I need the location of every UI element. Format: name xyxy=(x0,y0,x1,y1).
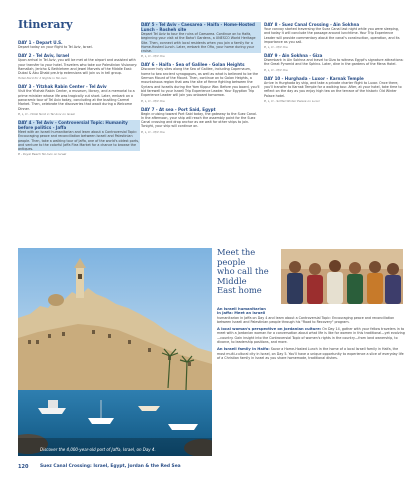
day-description: Depart Tel Aviv to tour the ruins of Caesarea. Continue on to Haifa, beginning your visit at the Baha'i Gardens, a UNESCO World Heritage Site. Then, connect with local residents when you join a family for a Home-Hosted Lunch. Later, embark the Ofia, your home during your cruise. xyxy=(141,32,261,53)
day-title: DAY 8 - Suez Canal Crossing - Ain Sokhna xyxy=(264,22,360,27)
meet-item xyxy=(217,307,405,324)
day-title: DAY 5 - Tel Aviv - Caesarea - Haifa - Home-Hosted Lunch - Rosheh site xyxy=(141,22,261,32)
meet-item-heading: A local woman's perspective on Jordanian culture: xyxy=(217,327,322,332)
meet-item-text: On Day 14, gather with your fellow travelers in to meet with a Jordanian woman for a conversation about what life is like for women in this traditional—yet evolving—country. Gain insight into the Controversial Topic of women's rights in the country—from land ownership, to divorce, to leadership positions, and more. xyxy=(217,327,405,345)
itinerary-day xyxy=(18,84,140,115)
meet-item xyxy=(217,327,405,344)
itinerary-day xyxy=(18,53,140,80)
day-title: DAY 9 - Ain Sokhna - Giza xyxy=(264,53,323,59)
day-meals: B, L, D - Hotel Nord in Tel Aviv on Israel xyxy=(18,111,75,116)
meet-title-line-2: who call the Middle xyxy=(217,266,269,286)
day-title: DAY 4 - Tel Aviv - Controversial Topic: Humanity before politics - Jaffa xyxy=(18,120,140,130)
day-meals: B - Royal Beach Tel Aviv on Israel xyxy=(18,152,67,157)
itinerary-column-3 xyxy=(264,22,404,107)
meet-title-line-1: Meet the people xyxy=(217,247,256,267)
day-description: Depart today on your flight to Tel Aviv, Israel. xyxy=(18,45,93,49)
jaffa-port-illustration xyxy=(18,248,212,456)
day-title: DAY 6 - Haifa - Sea of Galilee - Golan Heights xyxy=(141,62,245,68)
meet-people-heading xyxy=(217,248,279,303)
itinerary-day xyxy=(18,40,140,49)
page-footer xyxy=(18,460,402,474)
day-meals: B, L, D - M/V Oia xyxy=(264,45,288,50)
day-description: Disembark in Ain Sokhna and travel to Giza to witness Egypt's signature attractions: the Great Pyramid and the Sphinx. Later, dine in the gardens of the Mena Hotel. xyxy=(264,58,404,67)
day-title: DAY 3 - Yitzhak Rabin Center - Tel Aviv xyxy=(18,84,107,90)
day-description: Begin cruising toward Port Said today, the gateway to the Suez Canal. In the afternoon, your ship will reach the assembly point for the Suez Canal crossing and drop anchor as we wait for other ships to join. Tonight, your ship will continue on. xyxy=(141,111,257,129)
meet-item-text: humanitarian in Jaffa on Day 4 and learn about a Controversial Topic: Encouraging peace and reconciliation between Israeli and Palestinian people through his "Road to Recovery" program. xyxy=(217,315,395,324)
day-title: DAY 1 - Depart U.S. xyxy=(18,40,63,45)
day-description: Your convoy started traversing the Suez Canal last night while you were sleeping, and today it will conclude the passage around lunchtime. Your Trip Experience Leader will provide commentary about the canal's construction, operation, and its importance as you sail. xyxy=(264,27,400,44)
day-list xyxy=(18,40,140,156)
day-description: Discover holy sites along the Sea of Galilee, including Capernaum, home to two ancient synagogues, as well as what is believed to be the Sermon Mount of the Mount. Then, continue on to Golan Heights, a mountainous region that was the site of fierce fighting between the Syrians and Israelis during the Yom Kippur War. Before you board, you'll bid farewell to your Israeli Trip Experience Leader. Your Egyptian Trip Experience Leader will join you onboard tomorrow. xyxy=(141,67,260,98)
day-list xyxy=(264,22,404,103)
itinerary-day xyxy=(264,53,404,72)
day-title: DAY 10 - Hurghada - Luxor - Karnak Temple xyxy=(264,75,364,81)
day-meals: B, L, D - Sofitel Winter Palace on Luxor xyxy=(264,98,320,103)
day-meals: B, L, D - M/V Oia xyxy=(264,67,288,72)
meet-title-line-3: East home xyxy=(217,285,262,296)
people-group-illustration xyxy=(281,249,403,304)
meet-item-heading: An Israeli humanitarian xyxy=(217,307,266,311)
itinerary-column-1 xyxy=(18,18,140,160)
photo-caption: Discover the 4,000-year-old port of Jaffa, Israel, on Day 4. xyxy=(40,447,156,452)
meet-item-text: Savor a Home-Hosted Lunch in the home of a local Israeli family in Haifa, the most multi-cultural city in Israel, on Day 5. You'll have a unique opportunity to experience a slice of everyday life of a Christian family in Israel as you share homemade, traditional dishes. xyxy=(217,347,404,360)
meet-item-heading: An Israeli family in Haifa: xyxy=(217,347,270,352)
itinerary-day xyxy=(264,22,404,49)
page-number: 120 xyxy=(18,464,29,470)
day-title: DAY 2 - Tel Aviv, Israel xyxy=(18,53,70,59)
day-description: Arrive in Hurghada by ship, and take a private charter flight to Luxor. Once there, you'll transfer to Karnak Temple for a walking tour. After, at your hotel, take time to reflect on the day as you enjoy high tea on the terrace of the historic Old Winter Palace hotel. xyxy=(264,80,402,98)
itinerary-day xyxy=(264,76,404,103)
itinerary-day xyxy=(18,120,140,156)
day-list xyxy=(141,22,261,134)
footer-title: Suez Canal Crossing: Israel, Egypt, Jordan & the Red Sea xyxy=(40,464,181,469)
day-meals: B, L, D - M/V Oia xyxy=(141,54,165,59)
day-meals: B, L, D - M/V Oia xyxy=(141,129,165,134)
day-description: Meet with an Israeli humanitarian and learn about a Controversial Topic: Encouraging peace and reconciliation between Israeli and Palestinian people. Then, take a walking tour of Jaffa, one of the world's oldest ports, and venture to the colorful Jaffa Flea Market for a chance to browse the antiques. xyxy=(18,129,140,152)
itinerary-title: Itinerary xyxy=(18,18,73,31)
jaffa-photo xyxy=(18,248,212,456)
people-photo xyxy=(281,249,403,304)
itinerary-day xyxy=(141,22,261,58)
meet-people-body xyxy=(217,307,405,363)
day-description: Upon arrival in Tel Aviv, you will be met at the airport and assisted with your transfer to your hotel. Travelers who take our Palestinian Visionary: Ramallah, Jericho & Bethlehem and Jewel Marvels of the Middle East: Dubai & Abu Dhabi pre-trip extensions will join us in tell group. xyxy=(18,58,138,76)
day-meals: B, L, D - M/V Oia xyxy=(141,98,165,103)
day-meals: Hotel Nord for 2 Nights in Tel Aviv xyxy=(18,76,67,81)
itinerary-column-2 xyxy=(141,22,261,138)
day-description: Visit the Yitzhak Rabin Center, a museum, library, and a memorial to a prime minister whose life was tragically cut short. Later, embark on a panoramic tour of Tel Aviv today, concluding at the bustling Carmel Market. Then, celebrate the discoveries that await during a Welcome Dinner. xyxy=(18,89,135,111)
itinerary-day xyxy=(141,62,261,102)
day-title: DAY 7 - At sea - Port Said, Egypt xyxy=(141,106,216,112)
itinerary-day xyxy=(141,107,261,134)
meet-item xyxy=(217,347,405,360)
meet-item-subheading: in Jaffa: Meet an Israeli xyxy=(217,311,266,316)
